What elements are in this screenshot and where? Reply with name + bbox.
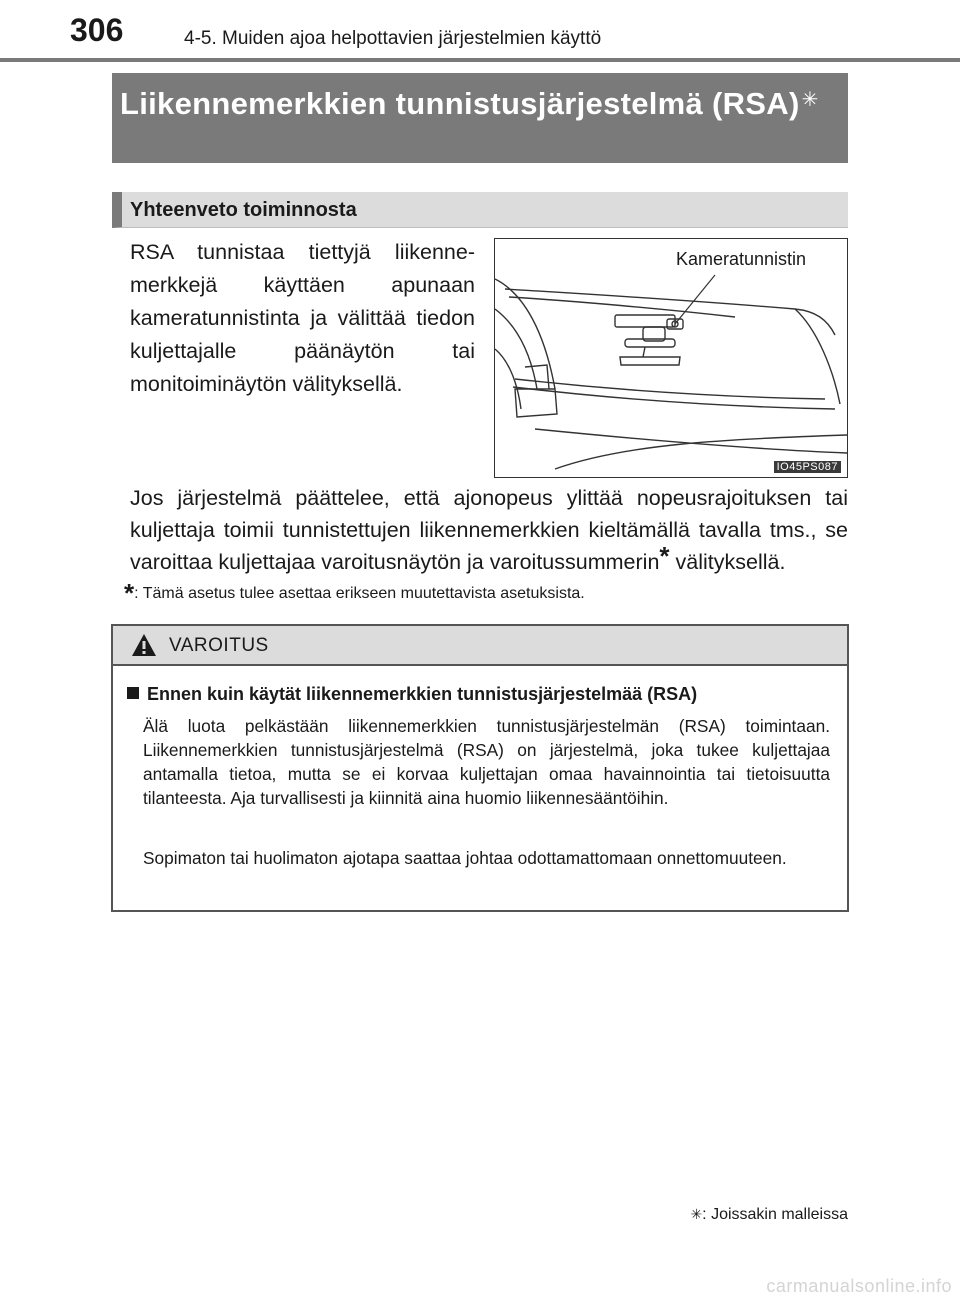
camera-sensor-label: Kameratunnistin xyxy=(676,249,807,269)
intro-paragraph: RSA tunnistaa tiettyjä liikennemerkkejä käyttäen apunaan kameratunnistinta ja välittää tiedon kuljettajalle päänäytön tai monitoiminäytön välityksellä. xyxy=(130,240,475,396)
chapter-title: 4-5. Muiden ajoa helpottavien järjestelmien käyttö xyxy=(184,28,602,49)
bottom-note xyxy=(690,1206,848,1224)
warning-paragraph-2: Sopimaton tai huolimaton ajotapa saattaa johtaa odottamattomaan onnettomuuteen. xyxy=(143,848,787,868)
body-text: Jos järjestelmä päättelee, että ajonopeus ylittää nopeusrajoituksen tai kuljettaja toimii tunnistettujen liikennemerkkien kieltämällä tavalla tms., se varoittaa kuljettajaa varoitusnäytön ja varoitussummerin xyxy=(130,486,848,574)
square-bullet-icon xyxy=(127,687,139,699)
body-paragraph xyxy=(130,482,848,578)
figure-code: IO45PS087 xyxy=(774,461,841,473)
body-star: * xyxy=(659,541,670,571)
warning-label: VAROITUS xyxy=(169,635,269,656)
warning-header xyxy=(113,626,847,666)
body-text-end: välityksellä. xyxy=(669,550,786,574)
warning-subheading xyxy=(127,684,697,705)
page-title-text: Liikennemerkkien tunnistusjärjestelmä (RSA) xyxy=(120,86,800,121)
footnote-star: * xyxy=(124,578,135,608)
page-number: 306 xyxy=(70,12,124,48)
title-banner xyxy=(112,73,848,163)
watermark: carmanualsonline.info xyxy=(766,1276,952,1296)
footnote xyxy=(124,578,585,609)
warning-paragraph-1: Älä luota pelkästään liikennemerkkien tunnistusjärjestelmän (RSA) toimintaan. Liikennemerkkien tunnistusjärjestelmä (RSA) on järjestelmä, joka tukee kuljettajaa antamalla tietoa, mutta se ei korvaa kuljettajan omaa havainnointia tai tietoisuutta tilanteesta. Aja turvallisesti ja kiinnitä aina huomio liikennesääntöihin. xyxy=(143,716,830,808)
header-rule xyxy=(0,58,960,62)
section-heading-text: Yhteenveto toiminnosta xyxy=(130,199,357,221)
windshield-camera-figure xyxy=(494,238,848,478)
bottom-note-text: : Joissakin malleissa xyxy=(702,1206,848,1223)
warning-subheading-text: Ennen kuin käytät liikennemerkkien tunnistusjärjestelmää (RSA) xyxy=(147,684,698,704)
warning-triangle-icon xyxy=(131,633,157,657)
title-star: ✳ xyxy=(801,89,819,111)
footnote-text: : Tämä asetus tulee asettaa erikseen muutettavista asetuksista. xyxy=(134,585,585,602)
bottom-note-star: ✳ xyxy=(690,1206,703,1222)
section-heading xyxy=(112,192,848,228)
warning-box xyxy=(111,624,849,912)
page-title xyxy=(120,85,840,123)
windshield-illustration xyxy=(495,239,847,477)
